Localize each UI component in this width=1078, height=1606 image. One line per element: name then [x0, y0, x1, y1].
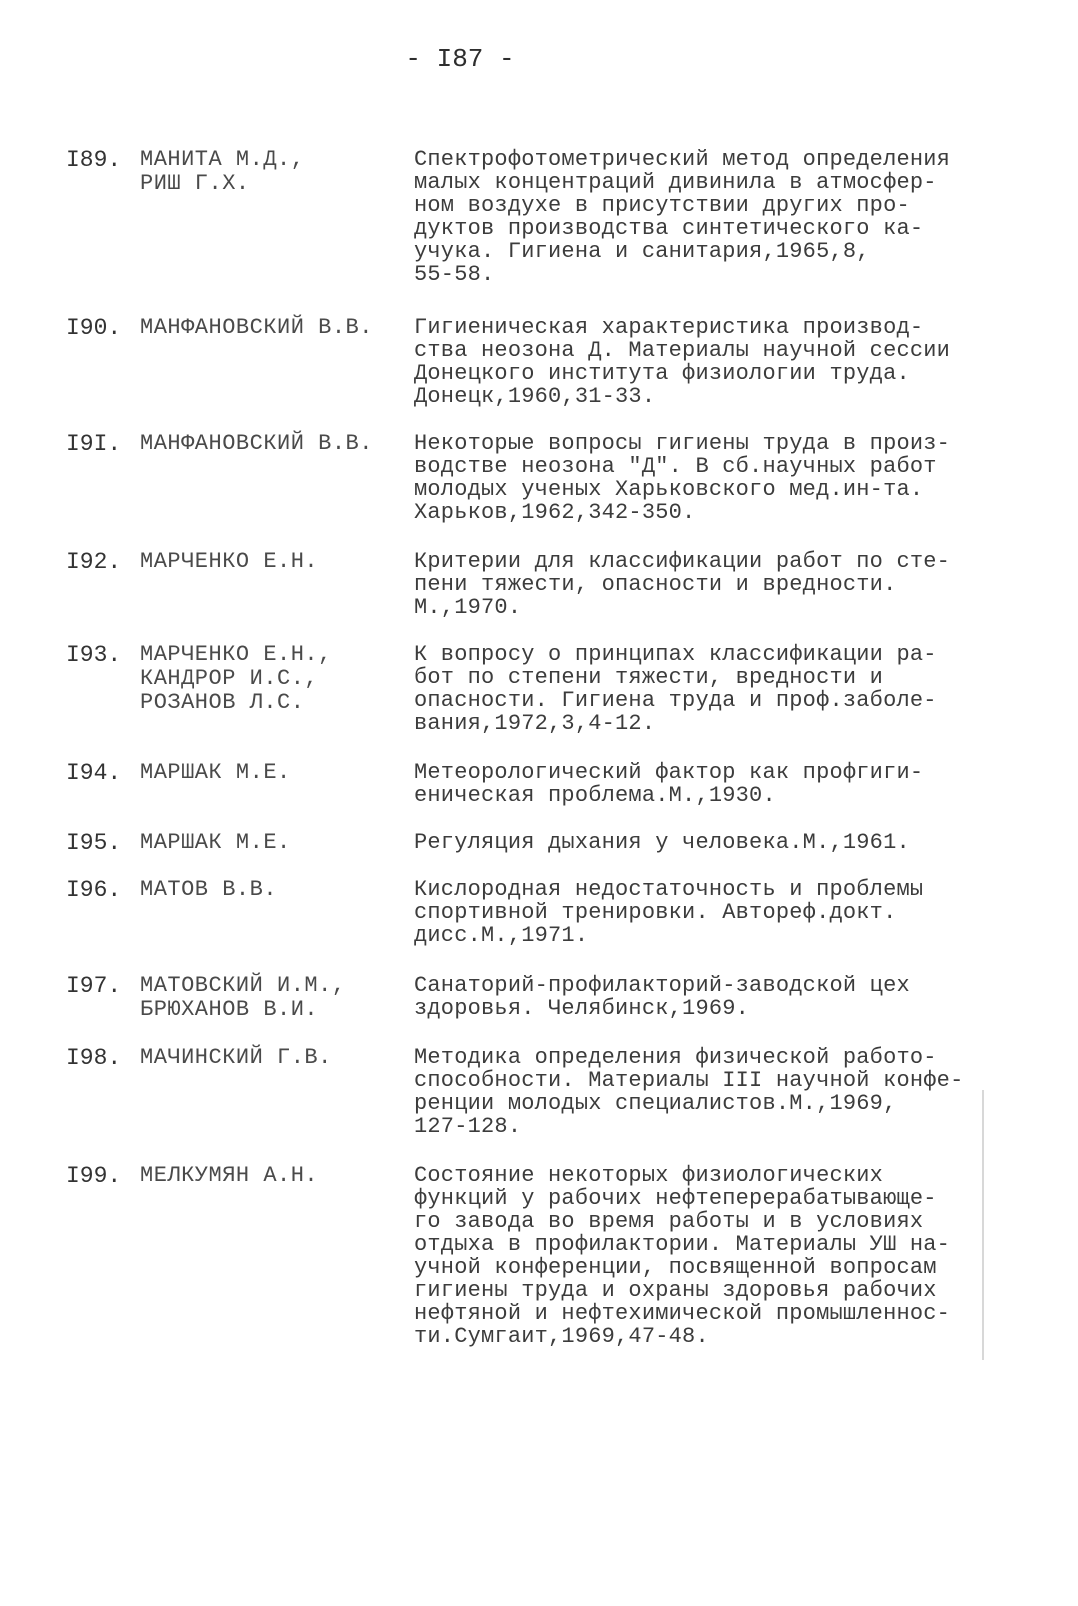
citation-line: дисс.М.,1971. [414, 923, 589, 948]
citation-line: Донецкого института физиологии труда. [414, 361, 910, 386]
author-name: МЕЛКУМЯН А.Н. [140, 1163, 319, 1188]
citation-line: Гигиеническая характеристика производ- [414, 315, 924, 340]
entry-citation [414, 550, 994, 619]
entry-number: I98. [66, 1045, 122, 1071]
citation-line: учной конференции, посвященной вопросам [414, 1255, 937, 1280]
entry-number: I96. [66, 877, 122, 903]
citation-line: Критерии для классификации работ по сте- [414, 549, 951, 574]
entry-number: I95. [66, 830, 122, 856]
entry-citation [414, 643, 994, 735]
author-name: РОЗАНОВ Л.С. [140, 690, 305, 715]
entry-citation [414, 1164, 994, 1348]
author-name: МАРШАК М.Е. [140, 760, 291, 785]
entry-number: I89. [66, 147, 122, 173]
citation-line: К вопросу о принципах классификации ра- [414, 642, 937, 667]
author-name: МАНИТА М.Д., [140, 147, 305, 172]
citation-line: спортивной тренировки. Автореф.докт. [414, 900, 897, 925]
entry-citation [414, 148, 994, 286]
citation-line: Некоторые вопросы гигиены труда в произ- [414, 431, 951, 456]
citation-line: ренции молодых специалистов.М.,1969, [414, 1091, 897, 1116]
author-name: МАНФАНОВСКИЙ В.В. [140, 315, 373, 340]
author-name: МАРЧЕНКО Е.Н., [140, 642, 332, 667]
citation-line: здоровья. Челябинск,1969. [414, 996, 750, 1021]
citation-line: функций у рабочих нефтеперерабатывающе- [414, 1186, 937, 1211]
citation-line: Состояние некоторых физиологических [414, 1163, 884, 1188]
citation-line: малых концентраций дивинила в атмосфер- [414, 170, 937, 195]
entry-number: I99. [66, 1163, 122, 1189]
citation-line: бот по степени тяжести, вредности и [414, 665, 884, 690]
entry-number: I9I. [66, 431, 122, 457]
author-name: КАНДРОР И.С., [140, 666, 319, 691]
citation-line: нефтяной и нефтехимической промышленнос- [414, 1301, 951, 1326]
citation-line: вания,1972,3,4-12. [414, 711, 656, 736]
entry-number: I92. [66, 549, 122, 575]
entry-citation [414, 974, 994, 1020]
entry-number: I93. [66, 642, 122, 668]
citation-line: Методика определения физической работо- [414, 1045, 937, 1070]
citation-line: молодых ученых Харьковского мед.ин-та. [414, 477, 924, 502]
author-name: МАЧИНСКИЙ Г.В. [140, 1045, 332, 1070]
citation-line: пени тяжести, опасности и вредности. [414, 572, 897, 597]
citation-line: гигиены труда и охраны здоровья рабочих [414, 1278, 937, 1303]
citation-line: дуктов производства синтетического ка- [414, 216, 924, 241]
author-name: РИШ Г.Х. [140, 171, 250, 196]
citation-line: 55-58. [414, 262, 495, 287]
citation-line: водстве неозона "Д". В сб.научных работ [414, 454, 937, 479]
entry-authors [140, 643, 410, 715]
citation-line: отдыха в профилактории. Материалы УШ на- [414, 1232, 951, 1257]
author-name: БРЮХАНОВ В.И. [140, 997, 319, 1022]
entry-authors [140, 1046, 410, 1070]
citation-line: ном воздухе в присутствии других про- [414, 193, 910, 218]
entry-citation [414, 432, 994, 524]
entry-authors [140, 1164, 410, 1188]
citation-line: способности. Материалы III научной конфе- [414, 1068, 964, 1093]
citation-line: ства неозона Д. Материалы научной сессии [414, 338, 951, 363]
citation-line: Санаторий-профилакторий-заводской цех [414, 973, 910, 998]
entry-citation [414, 761, 994, 807]
citation-line: ти.Сумгаит,1969,47-48. [414, 1324, 709, 1349]
entry-authors [140, 878, 410, 902]
citation-line: опасности. Гигиена труда и проф.заболе- [414, 688, 937, 713]
page-number: - I87 - [405, 44, 515, 74]
citation-line: Харьков,1962,342-350. [414, 500, 696, 525]
author-name: МАТОВ В.В. [140, 877, 278, 902]
entry-authors [140, 316, 410, 340]
citation-line: го завода во время работы и в условиях [414, 1209, 924, 1234]
citation-line: Спектрофотометрический метод определения [414, 147, 951, 172]
entry-citation [414, 831, 994, 854]
author-name: МАНФАНОВСКИЙ В.В. [140, 431, 373, 456]
entry-citation [414, 1046, 994, 1138]
entry-authors [140, 148, 410, 196]
citation-line: М.,1970. [414, 595, 522, 620]
citation-line: Кислородная недостаточность и проблемы [414, 877, 924, 902]
entry-authors [140, 974, 410, 1022]
entry-number: I97. [66, 973, 122, 999]
author-name: МАТОВСКИЙ И.М., [140, 973, 346, 998]
entry-number: I94. [66, 760, 122, 786]
entry-citation [414, 878, 994, 947]
citation-line: Регуляция дыхания у человека.М.,1961. [414, 830, 910, 855]
scan-edge-shadow [982, 1090, 984, 1360]
citation-line: учука. Гигиена и санитария,1965,8, [414, 239, 870, 264]
citation-line: еническая проблема.М.,1930. [414, 783, 776, 808]
entry-authors [140, 432, 410, 456]
citation-line: Метеорологический фактор как профгиги- [414, 760, 924, 785]
entry-authors [140, 550, 410, 574]
author-name: МАРШАК М.Е. [140, 830, 291, 855]
entry-number: I90. [66, 315, 122, 341]
author-name: МАРЧЕНКО Е.Н. [140, 549, 319, 574]
citation-line: Донецк,1960,31-33. [414, 384, 656, 409]
entry-authors [140, 831, 410, 855]
citation-line: 127-128. [414, 1114, 522, 1139]
entry-citation [414, 316, 994, 408]
entry-authors [140, 761, 410, 785]
